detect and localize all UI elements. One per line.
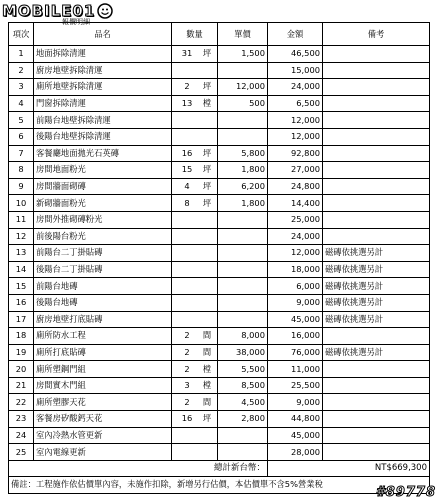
row-no: 15: [9, 278, 34, 295]
row-item: 門窗拆除清運: [34, 95, 172, 112]
row-note: [323, 394, 430, 411]
table-row: [9, 62, 430, 79]
row-qty-unit: 坪: [202, 197, 212, 208]
row-amount: 25,500: [268, 377, 323, 394]
table-row: [9, 377, 430, 394]
row-qty: [172, 145, 218, 162]
row-note: [323, 79, 430, 96]
row-price: [218, 112, 268, 129]
row-qty: [172, 294, 218, 311]
row-item: 後陽台地壁拆除清運: [34, 128, 172, 145]
row-qty: [172, 427, 218, 444]
row-note: [323, 62, 430, 79]
row-no: 25: [9, 444, 34, 461]
table-row: [9, 328, 430, 345]
row-no: 22: [9, 394, 34, 411]
row-no: 6: [9, 128, 34, 145]
table-row: [9, 444, 430, 461]
row-amount: 6,000: [268, 278, 323, 295]
row-qty-unit: 間: [202, 330, 212, 341]
row-amount: 11,000: [268, 361, 323, 378]
row-item: 前陽台二丁掛貼磚: [34, 245, 172, 262]
row-note: 磁磚依挑選另計: [323, 261, 430, 278]
row-item: 廁所打底貼磚: [34, 344, 172, 361]
row-qty: [172, 46, 218, 63]
row-note: 磁磚依挑選另計: [323, 278, 430, 295]
row-note: [323, 361, 430, 378]
table-row: [9, 294, 430, 311]
table-row: [9, 95, 430, 112]
row-no: 8: [9, 162, 34, 179]
row-amount: 12,000: [268, 245, 323, 262]
row-qty-unit: 坪: [202, 164, 212, 175]
row-no: 14: [9, 261, 34, 278]
row-no: 11: [9, 211, 34, 228]
row-amount: 9,000: [268, 294, 323, 311]
row-note: [323, 411, 430, 428]
row-amount: 6,500: [268, 95, 323, 112]
page-caption: 報價明細: [62, 18, 90, 26]
remark-text: 備註：工程施作依估價單內容，未施作扣除，新增另行估價，本估價單不含5%營業稅: [9, 477, 430, 494]
row-note: [323, 211, 430, 228]
table-row: [9, 411, 430, 428]
row-item: 地面拆除清運: [34, 46, 172, 63]
row-item: 後陽台二丁掛貼磚: [34, 261, 172, 278]
row-qty-number: 16: [181, 147, 193, 158]
table-row: [9, 112, 430, 129]
row-qty: [172, 311, 218, 328]
total-row: [9, 460, 430, 477]
row-amount: 9,000: [268, 394, 323, 411]
row-note: 磁磚依挑選另計: [323, 245, 430, 262]
row-price: 500: [218, 95, 268, 112]
table-row: [9, 162, 430, 179]
row-item: 新砌牆面粉光: [34, 195, 172, 212]
row-price: [218, 311, 268, 328]
row-qty: [172, 79, 218, 96]
row-note: [323, 46, 430, 63]
row-qty: [172, 162, 218, 179]
row-qty: [172, 394, 218, 411]
row-qty: [172, 62, 218, 79]
row-item: 廁所塑鋼門組: [34, 361, 172, 378]
row-item: 室內冷熱水管更新: [34, 427, 172, 444]
row-item: 房間牆面砌磚: [34, 178, 172, 195]
row-amount: 12,000: [268, 128, 323, 145]
table-row: [9, 427, 430, 444]
row-no: 4: [9, 95, 34, 112]
row-amount: 24,000: [268, 79, 323, 96]
row-item: 房間地面粉光: [34, 162, 172, 179]
row-no: 23: [9, 411, 34, 428]
row-qty-number: 16: [181, 413, 193, 424]
row-amount: 14,400: [268, 195, 323, 212]
row-note: [323, 195, 430, 212]
row-item: 前陽台地磚: [34, 278, 172, 295]
header-item: 品名: [34, 23, 172, 46]
row-item: 廁所地壁拆除清運: [34, 79, 172, 96]
row-qty-number: 2: [184, 363, 190, 374]
row-note: [323, 427, 430, 444]
row-note: [323, 95, 430, 112]
row-qty-number: 13: [181, 98, 193, 109]
row-amount: 92,800: [268, 145, 323, 162]
row-amount: 24,000: [268, 228, 323, 245]
row-qty-number: 3: [184, 380, 190, 391]
row-no: 24: [9, 427, 34, 444]
row-qty-unit: 坪: [202, 48, 212, 59]
header-note: 備考: [323, 23, 430, 46]
row-price: 5,500: [218, 361, 268, 378]
row-price: 38,000: [218, 344, 268, 361]
row-price: [218, 427, 268, 444]
watermark: #89778: [375, 485, 436, 500]
table-row: [9, 245, 430, 262]
row-price: 1,500: [218, 46, 268, 63]
row-amount: 45,000: [268, 427, 323, 444]
row-qty: [172, 444, 218, 461]
row-price: [218, 128, 268, 145]
row-qty: [172, 228, 218, 245]
row-price: [218, 245, 268, 262]
row-qty-unit: 間: [202, 396, 212, 407]
row-qty: [172, 344, 218, 361]
table-row: [9, 228, 430, 245]
logo-text: MOBILE01: [2, 2, 96, 20]
row-qty: [172, 112, 218, 129]
row-amount: 16,000: [268, 328, 323, 345]
row-note: 磁磚依挑選另計: [323, 311, 430, 328]
row-item: 客餐房矽酸鈣天花: [34, 411, 172, 428]
row-item: 廁所防水工程: [34, 328, 172, 345]
row-price: [218, 444, 268, 461]
row-note: [323, 228, 430, 245]
row-amount: 12,000: [268, 112, 323, 129]
row-item: 房間外推砌磚粉光: [34, 211, 172, 228]
row-amount: 15,000: [268, 62, 323, 79]
row-amount: 45,000: [268, 311, 323, 328]
row-item: 廁所塑膠天花: [34, 394, 172, 411]
row-note: [323, 178, 430, 195]
row-note: [323, 162, 430, 179]
row-qty-unit: 坪: [202, 181, 212, 192]
table-row: [9, 46, 430, 63]
row-note: [323, 444, 430, 461]
row-no: 3: [9, 79, 34, 96]
row-qty-unit: 樘: [202, 98, 212, 109]
row-qty: [172, 95, 218, 112]
row-price: 12,000: [218, 79, 268, 96]
table-row: [9, 178, 430, 195]
row-no: 13: [9, 245, 34, 262]
row-no: 7: [9, 145, 34, 162]
row-qty: [172, 261, 218, 278]
row-item: 客餐廳地面拋光石英磚: [34, 145, 172, 162]
row-qty-number: 4: [184, 181, 190, 192]
mobile01-logo: [2, 2, 113, 20]
row-note: 磁磚依挑選另計: [323, 344, 430, 361]
row-qty-number: 31: [181, 48, 193, 59]
table-row: [9, 344, 430, 361]
table-row: [9, 211, 430, 228]
row-note: [323, 328, 430, 345]
table-row: [9, 394, 430, 411]
row-price: [218, 228, 268, 245]
row-no: 19: [9, 344, 34, 361]
row-qty-number: 2: [184, 330, 190, 341]
row-price: 8,000: [218, 328, 268, 345]
row-qty: [172, 278, 218, 295]
row-no: 1: [9, 46, 34, 63]
row-no: 18: [9, 328, 34, 345]
row-price: 5,800: [218, 145, 268, 162]
row-qty-unit: 坪: [202, 81, 212, 92]
header-no: 項次: [9, 23, 34, 46]
row-qty-number: 2: [184, 81, 190, 92]
row-price: 1,800: [218, 195, 268, 212]
table-row: [9, 361, 430, 378]
row-qty: [172, 178, 218, 195]
remark-row: [9, 477, 430, 494]
row-qty-number: 8: [184, 197, 190, 208]
row-note: [323, 377, 430, 394]
row-qty: [172, 361, 218, 378]
row-item: 前陽台地壁拆除清運: [34, 112, 172, 129]
row-qty-number: 15: [181, 164, 193, 175]
row-note: [323, 128, 430, 145]
row-no: 12: [9, 228, 34, 245]
row-no: 9: [9, 178, 34, 195]
table-row: [9, 311, 430, 328]
row-qty-number: 2: [184, 396, 190, 407]
row-qty: [172, 411, 218, 428]
row-price: [218, 261, 268, 278]
row-item: 廚房地壁拆除清運: [34, 62, 172, 79]
row-amount: 76,000: [268, 344, 323, 361]
row-item: 前後陽台粉光: [34, 228, 172, 245]
row-price: 4,500: [218, 394, 268, 411]
table-row: [9, 261, 430, 278]
row-price: [218, 211, 268, 228]
row-amount: 27,000: [268, 162, 323, 179]
row-amount: 24,800: [268, 178, 323, 195]
total-value: NT$669,300: [268, 460, 430, 477]
table-row: [9, 195, 430, 212]
row-price: [218, 294, 268, 311]
row-price: 1,800: [218, 162, 268, 179]
row-qty-unit: 坪: [202, 147, 212, 158]
row-qty: [172, 211, 218, 228]
row-amount: 18,000: [268, 261, 323, 278]
row-qty: [172, 128, 218, 145]
header-amount: 金額: [268, 23, 323, 46]
row-no: 2: [9, 62, 34, 79]
row-item: 房間實木門組: [34, 377, 172, 394]
row-qty-unit: 樘: [202, 363, 212, 374]
row-no: 5: [9, 112, 34, 129]
row-no: 20: [9, 361, 34, 378]
smiley-logo-icon: [97, 3, 113, 19]
table-row: [9, 128, 430, 145]
row-amount: 46,500: [268, 46, 323, 63]
total-label: 總計新台幣：: [9, 460, 268, 477]
row-no: 17: [9, 311, 34, 328]
row-item: 室內電線更新: [34, 444, 172, 461]
row-price: 2,800: [218, 411, 268, 428]
table-header-row: [9, 23, 430, 46]
row-amount: 44,800: [268, 411, 323, 428]
quotation-table: [8, 22, 430, 494]
row-price: 6,200: [218, 178, 268, 195]
row-item: 廚房地壁打底貼磚: [34, 311, 172, 328]
row-item: 後陽台地磚: [34, 294, 172, 311]
header-qty: 數量: [172, 23, 218, 46]
row-qty: [172, 195, 218, 212]
row-note: 磁磚依挑選另計: [323, 294, 430, 311]
row-note: [323, 112, 430, 129]
row-no: 10: [9, 195, 34, 212]
row-qty: [172, 328, 218, 345]
row-qty: [172, 245, 218, 262]
row-amount: 28,000: [268, 444, 323, 461]
row-no: 21: [9, 377, 34, 394]
row-price: [218, 62, 268, 79]
header-price: 單價: [218, 23, 268, 46]
row-price: 8,500: [218, 377, 268, 394]
row-note: [323, 145, 430, 162]
table-row: [9, 278, 430, 295]
row-qty-number: 2: [184, 346, 190, 357]
row-price: [218, 278, 268, 295]
row-no: 16: [9, 294, 34, 311]
row-qty: [172, 377, 218, 394]
table-row: [9, 79, 430, 96]
row-qty-unit: 間: [202, 346, 212, 357]
table-row: [9, 145, 430, 162]
row-amount: 25,000: [268, 211, 323, 228]
row-qty-unit: 坪: [202, 413, 212, 424]
row-qty-unit: 樘: [202, 380, 212, 391]
